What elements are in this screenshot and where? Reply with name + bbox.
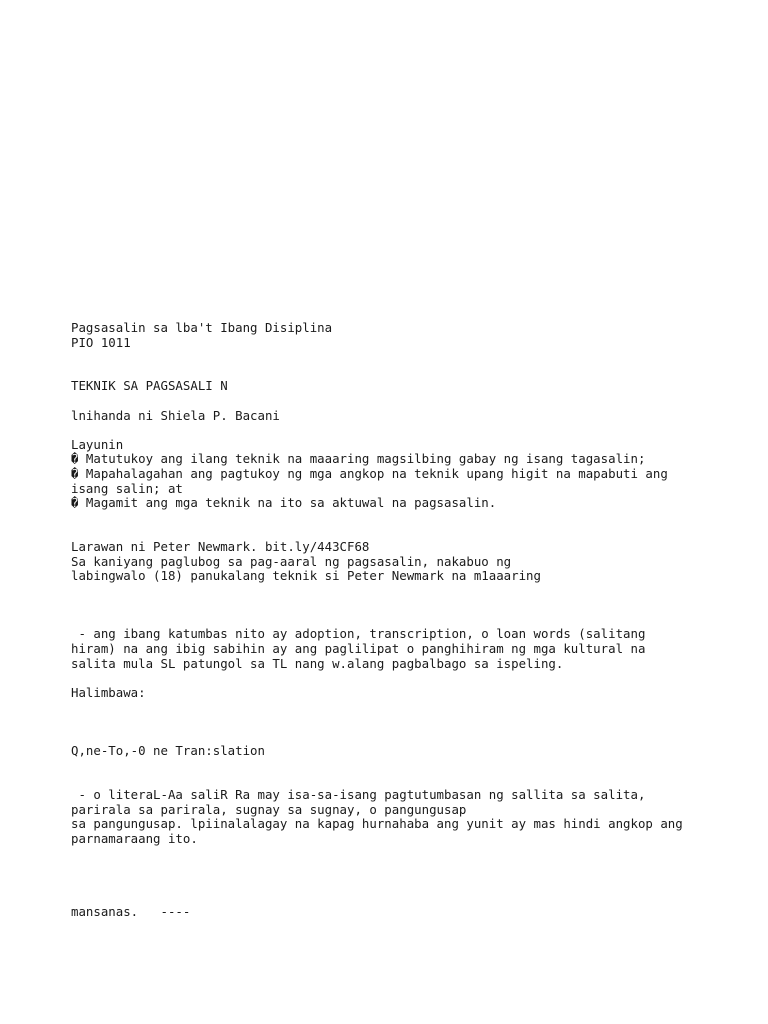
blank-line: [71, 350, 751, 365]
text-line: Sa kaniyang paglubog sa pag-aaral ng pagsasalin, nakabuo ng: [71, 553, 512, 569]
text-line: Larawan ni Peter Newmark. bit.ly/443CF68: [71, 538, 370, 554]
text-line: labingwalo (18) panukalang teknik si Peter Newmark na m1aaaring: [71, 568, 541, 584]
text-line: parirala sa parirala, sugnay sa sugnay, o pangungusap: [71, 801, 467, 817]
blank-line: [71, 861, 751, 876]
text-line: - o literaL-Aa saliR Ra may isa-sa-isang pagtutumbasan ng sallita sa salita,: [71, 787, 646, 802]
document-text: [71, 321, 751, 919]
text-line: � Magamit ang mga teknik na ito sa aktuwal na pagsasalin.: [71, 495, 497, 511]
blank-line: [71, 584, 751, 599]
text-line: TEKNIK SA PAGSASALI N: [71, 378, 228, 394]
blank-line: [71, 876, 751, 891]
text-line: � Matutukoy ang ilang teknik na maaaring magsilbing gabay ng isang tagasalin;: [71, 451, 646, 467]
blank-line: [71, 759, 751, 774]
blank-line: [71, 715, 751, 730]
text-line: salita mula SL patungol sa TL nang w.alang pagbalbago sa ispeling.: [71, 655, 564, 671]
blank-line: [71, 846, 751, 861]
text-line: lnihanda ni Shiela P. Bacani: [71, 407, 280, 423]
blank-line: [71, 773, 751, 788]
blank-line: [71, 613, 751, 628]
text-line: � Mapahalagahan ang pagtukoy ng mga angkop na teknik upang higit na mapabuti ang: [71, 465, 668, 481]
blank-line: [71, 598, 751, 613]
text-line: Pagsasalin sa lba't Ibang Disiplina: [71, 320, 333, 335]
text-line: hiram) na ang ibig sabihin ay ang paglilipat o panghihiram ng mga kultural na: [71, 641, 646, 657]
blank-line: [71, 671, 751, 686]
blank-line: [71, 700, 751, 715]
blank-line: [71, 423, 751, 438]
blank-line: [71, 730, 751, 745]
text-line: - ang ibang katumbas nito ay adoption, transcription, o loan words (salitang: [71, 626, 646, 642]
text-line: isang salin; at: [71, 480, 183, 496]
blank-line: [71, 890, 751, 905]
text-line: Q,ne-To,-0 ne Tran:slation: [71, 743, 265, 759]
text-line: Layunin: [71, 436, 124, 452]
text-line: Halimbawa:: [71, 684, 146, 700]
blank-line: [71, 365, 751, 380]
text-line: sa pangungusap. lpiinalalagay na kapag hurnahaba ang yunit ay mas hindi angkop ang: [71, 816, 683, 832]
text-line: PIO 1011: [71, 334, 131, 350]
blank-line: [71, 511, 751, 526]
text-line: mansanas. ----: [71, 903, 191, 919]
blank-line: [71, 525, 751, 540]
text-line: parnamaraang ito.: [71, 830, 198, 846]
blank-line: [71, 394, 751, 409]
